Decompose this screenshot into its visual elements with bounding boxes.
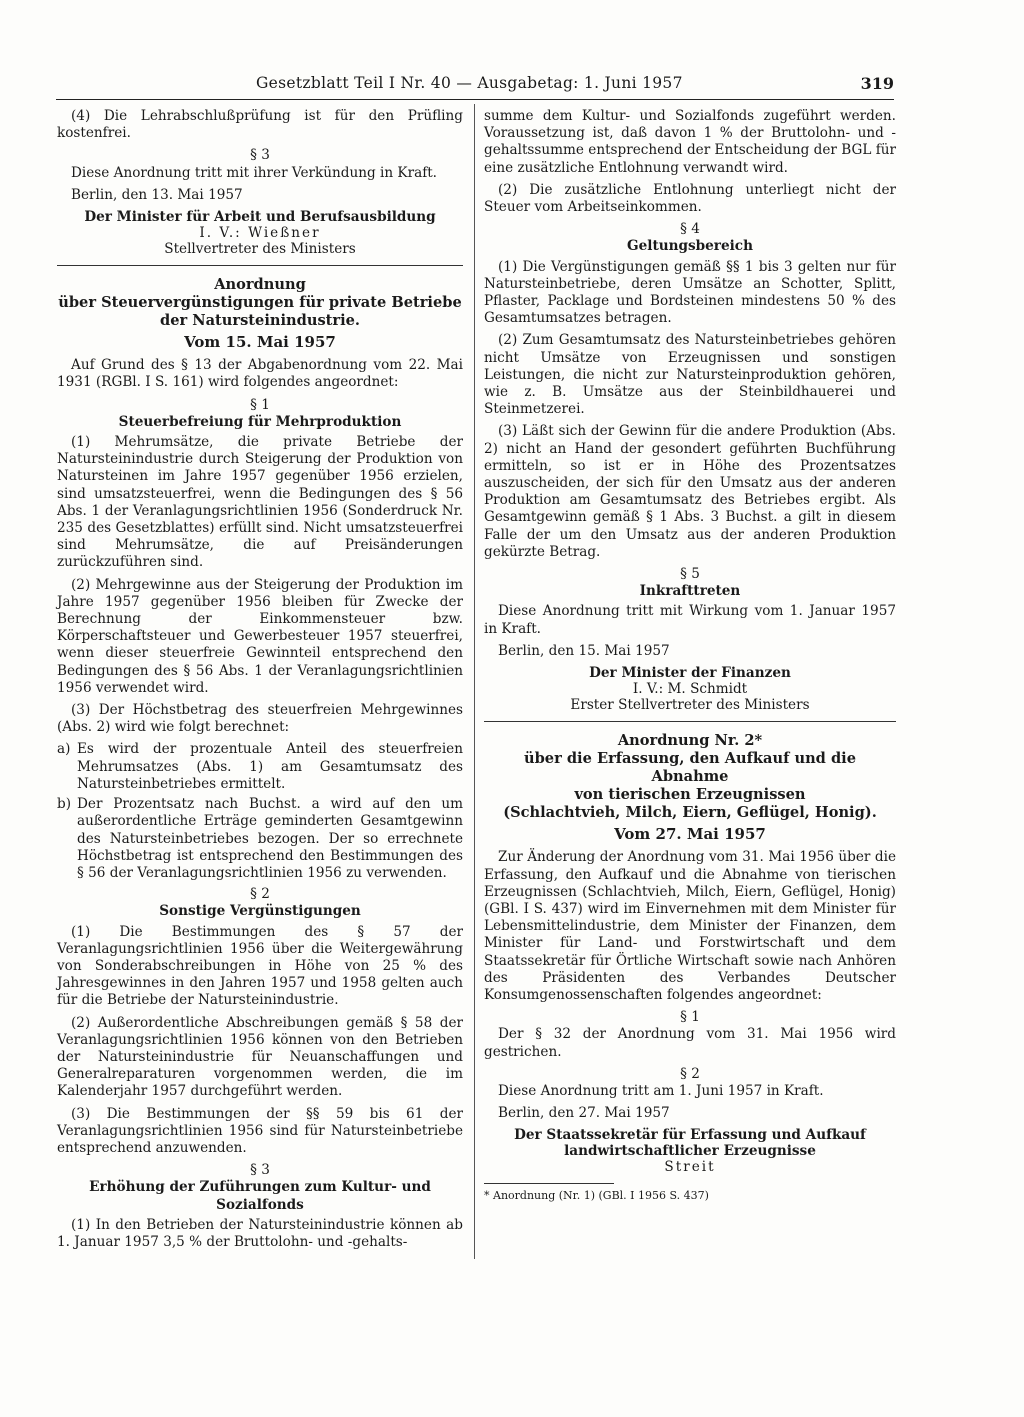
paragraph: Diese Anordnung tritt mit Wirkung vom 1. Januar 1957 in Kraft. bbox=[484, 603, 896, 637]
page-number: 319 bbox=[860, 74, 894, 93]
section-title: Erhöhung der Zuführungen zum Kultur- und Sozialfonds bbox=[89, 1179, 431, 1213]
paragraph: (3) Der Höchstbetrag des steuerfreien Mehrgewinnes (Abs. 2) wird wie folgt berechnet: bbox=[57, 702, 463, 736]
ordinance-title: von tierischen Erzeugnissen bbox=[574, 786, 806, 804]
column-divider bbox=[474, 104, 475, 1259]
paragraph: Auf Grund des § 13 der Abgabenordnung vom 22. Mai 1931 (RGBl. I S. 161) wird folgendes angeordnet: bbox=[57, 357, 463, 391]
list-marker: a) bbox=[57, 741, 71, 758]
paragraph: summe dem Kultur- und Sozialfonds zugeführt werden. Voraussetzung ist, daß davon 1 % der Bruttolohn- und -gehaltssumme entsprechend der Entscheidung der BGL für eine zusätzliche Entlohnung verwandt wird. bbox=[484, 108, 896, 176]
footnote-rule bbox=[484, 1183, 614, 1184]
footnote: * Anordnung (Nr. 1) (GBl. I 1956 S. 437) bbox=[484, 1189, 709, 1203]
paragraph: (2) Die zusätzliche Entlohnung unterliegt nicht der Steuer vom Arbeitseinkommen. bbox=[484, 181, 896, 216]
header-rule bbox=[56, 99, 894, 100]
ordinance-title: der Natursteinindustrie. bbox=[159, 312, 360, 330]
paragraph: (2) Zum Gesamtumsatz des Natursteinbetriebes gehören nicht Umsätze von Erzeugnissen und sonstigen Leistungen, die nicht zur Natursteinproduktion gehören, wie z. B. Umsätze aus der Steinbildhauerei und Steinmetzerei. bbox=[484, 332, 896, 418]
signature-role: Erster Stellvertreter des Ministers bbox=[570, 697, 810, 714]
paragraph: (3) Die Bestimmungen der §§ 59 bis 61 der Veranlagungsrichtlinien 1956 sind für Natursteinbetriebe entsprechend anzuwenden. bbox=[57, 1105, 463, 1156]
signature-name: I. V.: Wießner bbox=[199, 225, 321, 242]
paragraph: Der § 32 der Anordnung vom 31. Mai 1956 wird gestrichen. bbox=[484, 1026, 896, 1060]
list-marker: b) bbox=[57, 796, 72, 813]
ordinance-date: Vom 15. Mai 1957 bbox=[184, 333, 336, 352]
ordinance-title: Anordnung Nr. 2* bbox=[617, 732, 763, 750]
date-line: Berlin, den 27. Mai 1957 bbox=[498, 1105, 670, 1122]
ordinance-title: (Schlachtvieh, Milch, Eiern, Geflügel, Honig). bbox=[503, 804, 877, 822]
ordinance-title: Anordnung bbox=[214, 276, 306, 294]
date-line: Berlin, den 15. Mai 1957 bbox=[498, 642, 670, 659]
section-title: Sonstige Vergünstigungen bbox=[159, 903, 361, 920]
section-title: Geltungsbereich bbox=[627, 238, 753, 255]
list-text: Es wird der prozentuale Anteil des steuerfreien Mehrumsatzes (Abs. 1) am Gesamtumsatz des Natursteinbetriebes ermittelt. bbox=[77, 741, 463, 792]
signature-name: I. V.: M. Schmidt bbox=[632, 681, 748, 698]
header-title: Gesetzblatt Teil I Nr. 40 — Ausgabetag: 1. Juni 1957 bbox=[256, 74, 683, 92]
paragraph: (1) Mehrumsätze, die private Betriebe der Natursteinindustrie durch Steigerung der Produktion von Natursteinen im Jahre 1957 gegenüber 1956 erzielen, sind umsatzsteuerfrei, wenn die Bedingungen des § 56 Abs. 1 der Veranlagungsrichtlinien 1956 (Sonderdruck Nr. 235 des Gesetzblattes) erfüllt sind. Nicht umsatzsteuerfrei sind Mehrumsätze, die auf Preisänderungen zurückzuführen sind. bbox=[57, 434, 463, 571]
date-line: Berlin, den 13. Mai 1957 bbox=[71, 186, 243, 203]
section-label: § 3 bbox=[250, 1162, 270, 1179]
ordinance-title: über Steuervergünstigungen für private Betriebe bbox=[58, 294, 462, 312]
section-title: Steuerbefreiung für Mehrproduktion bbox=[118, 413, 402, 430]
signature-title: Der Minister für Arbeit und Berufsausbildung bbox=[84, 209, 436, 226]
paragraph: (1) Die Bestimmungen des § 57 der Veranlagungsrichtlinien 1956 über die Weitergewährung von Sonderabschreibungen in Höhe von 25 % des Jahresgewinnes in den Jahren 1957 und 1958 gelten auch für die Betriebe der Natursteinindustrie. bbox=[57, 923, 463, 1009]
list-text: Der Prozentsatz nach Buchst. a wird auf den um außerordentliche Erträge geminderten Gesamtgewinn des Natursteinbetriebes bezogen. Der so errechnete Höchstbetrag ist entsprechend den Bestimmungen des § 56 der Veranlagungsrichtlinien 1956 zu verwenden. bbox=[77, 796, 463, 881]
paragraph: (1) Die Vergünstigungen gemäß §§ 1 bis 3 gelten nur für Natursteinbetriebe, deren Umsätze an Schotter, Splitt, Pflaster, Packlage und Bordsteinen mindestens 50 % des Gesamtumsatzes betragen. bbox=[484, 258, 896, 327]
signature-title: Der Minister der Finanzen bbox=[589, 665, 791, 682]
ordinance-date: Vom 27. Mai 1957 bbox=[614, 825, 766, 844]
signature-title: landwirtschaftlicher Erzeugnisse bbox=[564, 1143, 816, 1160]
ordinance-title: über die Erfassung, den Aufkauf und die Abnahme bbox=[523, 750, 856, 786]
paragraph: (4) Die Lehrabschlußprüfung ist für den Prüfling kostenfrei. bbox=[57, 108, 463, 142]
paragraph: (2) Außerordentliche Abschreibungen gemäß § 58 der Veranlagungsrichtlinien 1956 können von den Betrieben der Natursteinindustrie für Neuanschaffungen und Generalreparaturen vorgenommen werden, die im Kalenderjahr 1957 durchgeführt werden. bbox=[57, 1014, 463, 1100]
section-label: § 2 bbox=[680, 1065, 700, 1082]
section-label: § 1 bbox=[250, 396, 270, 413]
signature-name: Streit bbox=[664, 1159, 716, 1176]
section-label: § 3 bbox=[250, 147, 270, 164]
signature-title: Der Staatssekretär für Erfassung und Aufkauf bbox=[514, 1127, 866, 1144]
signature-role: Stellvertreter des Ministers bbox=[164, 241, 356, 258]
paragraph: (3) Läßt sich der Gewinn für die andere Produktion (Abs. 2) nicht an Hand der gesondert geführten Buchführung ermitteln, so ist er in Höhe des Prozentsatzes auszuscheiden, der sich für den Umsatz aus der anderen Produktion am Gesamtumsatz des Betriebes ergibt. Als Gesamtgewinn gemäß § 1 Abs. 3 Buchst. a gilt in diesem Falle der um den Umsatz aus der anderen Produktion gekürzte Betrag. bbox=[484, 423, 896, 560]
section-label: § 1 bbox=[680, 1009, 700, 1026]
section-label: § 2 bbox=[250, 886, 270, 903]
paragraph: (2) Mehrgewinne aus der Steigerung der Produktion im Jahre 1957 gegenüber 1956 bleiben für Zwecke der Berechnung der Einkommensteuer bzw. Körperschaftsteuer und Gewerbesteuer 1957 steuerfrei, wenn dieser steuerfreie Gewinnteil entsprechend den Bedingungen des § 56 Abs. 1 der Veranlagungsrichtlinien 1956 verwendet wird. bbox=[57, 576, 463, 696]
section-label: § 5 bbox=[680, 566, 700, 583]
paragraph: Diese Anordnung tritt am 1. Juni 1957 in Kraft. bbox=[498, 1082, 824, 1099]
paragraph: Diese Anordnung tritt mit ihrer Verkündung in Kraft. bbox=[71, 164, 438, 181]
paragraph: Zur Änderung der Anordnung vom 31. Mai 1956 über die Erfassung, den Aufkauf und die Abnahme von tierischen Erzeugnissen (Schlachtvieh, Milch, Eiern, Geflügel, Honig) (GBl. I S. 437) wird im Einvernehmen mit dem Minister für Lebensmittelindustrie, dem Minister der Finanzen, dem Minister für Land- und Forstwirtschaft und dem Staatssekretär für Örtliche Wirtschaft sowie nach Anhören des Präsidenten des Verbandes Deutscher Konsumgenossenschaften folgendes angeordnet: bbox=[484, 849, 896, 1003]
section-title: Inkrafttreten bbox=[639, 583, 741, 600]
paragraph: (1) In den Betrieben der Natursteinindustrie können ab 1. Januar 1957 3,5 % der Bruttolohn- und -gehalts- bbox=[57, 1216, 463, 1250]
section-label: § 4 bbox=[680, 221, 700, 238]
list-item bbox=[57, 796, 463, 882]
left-column bbox=[57, 108, 463, 1256]
divider bbox=[484, 721, 896, 722]
right-column bbox=[484, 108, 896, 1210]
divider bbox=[57, 265, 463, 266]
page-header bbox=[56, 74, 894, 96]
list-item bbox=[57, 741, 463, 793]
